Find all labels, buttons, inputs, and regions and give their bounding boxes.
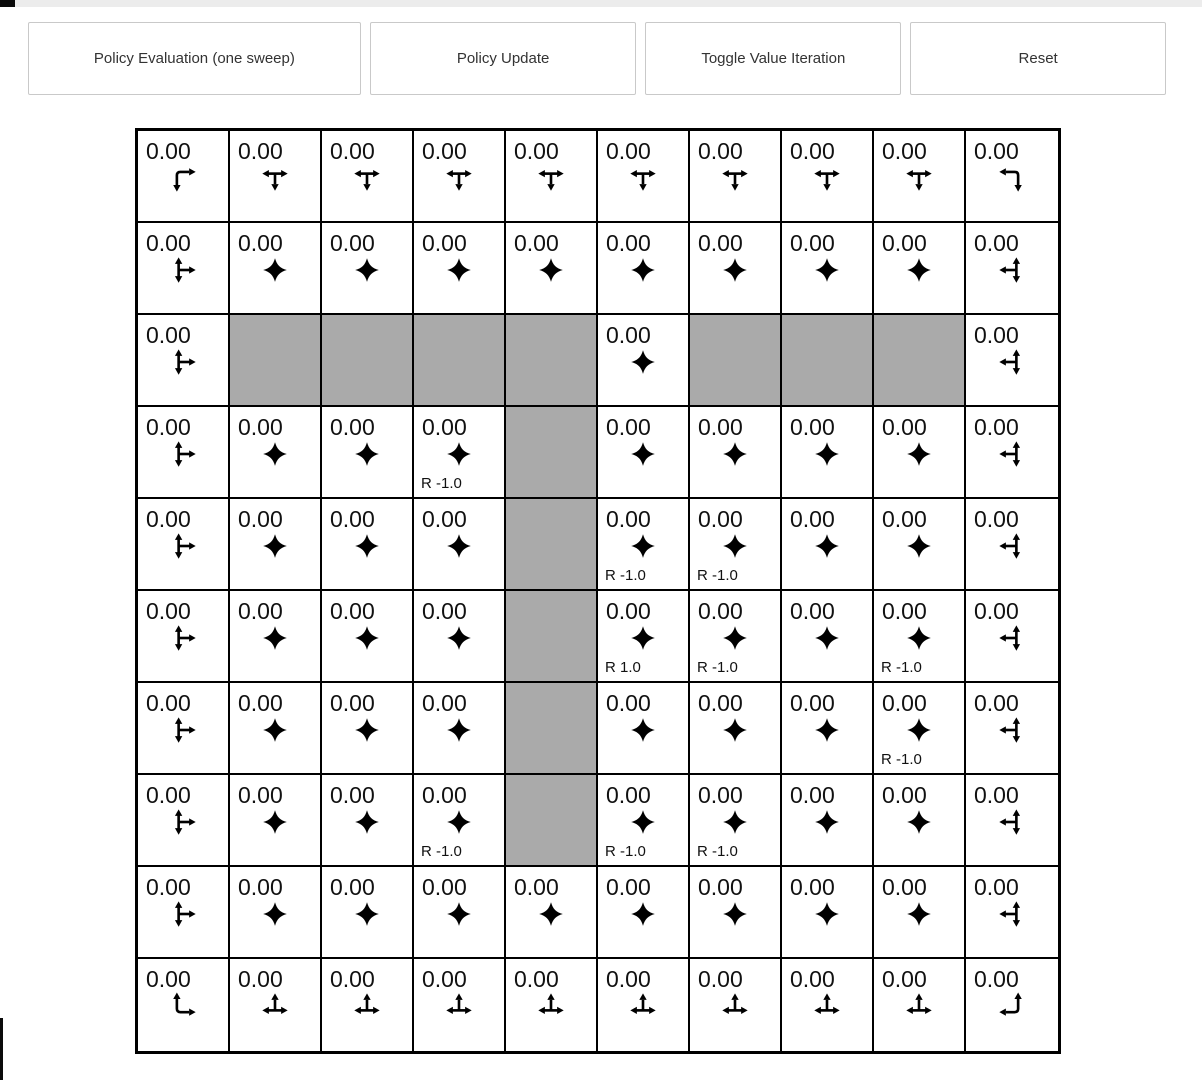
arrow-up-down-left-icon <box>998 808 1026 836</box>
grid-cell[interactable] <box>506 959 598 1051</box>
arrow-up-down-left-icon <box>998 256 1026 284</box>
arrow-left-right-down-icon <box>353 164 381 192</box>
screen-top-edge-decoration <box>0 0 1202 7</box>
arrow-all-directions-icon <box>445 256 473 284</box>
arrow-all-directions-icon <box>905 440 933 468</box>
grid-cell[interactable] <box>506 867 598 959</box>
grid-cell[interactable] <box>874 407 966 499</box>
grid-cell[interactable] <box>506 223 598 315</box>
arrow-left-right-down-icon <box>445 164 473 192</box>
grid-cell[interactable] <box>414 407 506 499</box>
arrow-left-right-down-icon <box>813 164 841 192</box>
grid-cell[interactable] <box>598 223 690 315</box>
arrow-up-down-left-icon <box>998 440 1026 468</box>
state-value: 0.00 <box>790 138 835 164</box>
arrow-right-down-icon <box>169 164 197 192</box>
state-value: 0.00 <box>238 874 283 900</box>
arrow-left-right-down-icon <box>721 164 749 192</box>
grid-cell[interactable] <box>966 223 1058 315</box>
state-value: 0.00 <box>974 414 1019 440</box>
state-value: 0.00 <box>698 874 743 900</box>
arrow-up-down-left-icon <box>998 624 1026 652</box>
state-value: 0.00 <box>698 690 743 716</box>
arrow-left-right-up-icon <box>261 992 289 1020</box>
state-value: 0.00 <box>882 598 927 624</box>
state-value: 0.00 <box>698 230 743 256</box>
arrow-all-directions-icon <box>721 716 749 744</box>
arrow-all-directions-icon <box>537 256 565 284</box>
state-value: 0.00 <box>330 690 375 716</box>
arrow-all-directions-icon <box>629 532 657 560</box>
arrow-all-directions-icon <box>261 808 289 836</box>
state-value: 0.00 <box>606 506 651 532</box>
grid-cell[interactable] <box>322 131 414 223</box>
wall-cell <box>506 315 598 407</box>
arrow-all-directions-icon <box>813 624 841 652</box>
grid-cell[interactable] <box>598 131 690 223</box>
arrow-all-directions-icon <box>813 716 841 744</box>
state-value: 0.00 <box>698 138 743 164</box>
state-value: 0.00 <box>330 598 375 624</box>
state-value: 0.00 <box>606 690 651 716</box>
reward-label: R -1.0 <box>697 659 738 676</box>
grid-cell[interactable] <box>322 223 414 315</box>
state-value: 0.00 <box>422 782 467 808</box>
grid-cell[interactable] <box>690 775 782 867</box>
state-value: 0.00 <box>606 782 651 808</box>
state-value: 0.00 <box>790 506 835 532</box>
reward-label: R -1.0 <box>697 567 738 584</box>
grid-cell[interactable] <box>138 775 230 867</box>
state-value: 0.00 <box>974 598 1019 624</box>
state-value: 0.00 <box>974 874 1019 900</box>
arrow-all-directions-icon <box>813 808 841 836</box>
grid-cell[interactable] <box>138 407 230 499</box>
grid-cell[interactable] <box>414 867 506 959</box>
state-value: 0.00 <box>238 230 283 256</box>
state-value: 0.00 <box>974 782 1019 808</box>
toolbar <box>28 22 1166 95</box>
arrow-up-down-left-icon <box>998 716 1026 744</box>
arrow-all-directions-icon <box>353 532 381 560</box>
state-value: 0.00 <box>606 322 651 348</box>
grid-cell[interactable] <box>966 775 1058 867</box>
grid-cell[interactable] <box>230 131 322 223</box>
grid-cell[interactable] <box>138 867 230 959</box>
state-value: 0.00 <box>422 138 467 164</box>
grid-cell[interactable] <box>874 223 966 315</box>
state-value: 0.00 <box>974 230 1019 256</box>
arrow-all-directions-icon <box>537 900 565 928</box>
arrow-left-right-down-icon <box>261 164 289 192</box>
grid-cell[interactable] <box>782 591 874 683</box>
state-value: 0.00 <box>514 138 559 164</box>
grid-cell[interactable] <box>782 407 874 499</box>
state-value: 0.00 <box>422 230 467 256</box>
state-value: 0.00 <box>422 506 467 532</box>
wall-cell <box>322 315 414 407</box>
grid-cell[interactable] <box>690 131 782 223</box>
arrow-all-directions-icon <box>721 624 749 652</box>
grid-cell[interactable] <box>414 959 506 1051</box>
state-value: 0.00 <box>422 874 467 900</box>
state-value: 0.00 <box>330 782 375 808</box>
policy-update-button[interactable]: Policy Update <box>370 22 637 95</box>
reward-label: R -1.0 <box>697 843 738 860</box>
arrow-all-directions-icon <box>353 716 381 744</box>
grid-cell[interactable] <box>782 867 874 959</box>
state-value: 0.00 <box>422 690 467 716</box>
state-value: 0.00 <box>238 506 283 532</box>
grid-cell[interactable] <box>690 591 782 683</box>
screen-left-edge-decoration <box>0 1018 3 1080</box>
arrow-all-directions-icon <box>905 900 933 928</box>
grid-cell[interactable] <box>138 131 230 223</box>
arrow-all-directions-icon <box>905 624 933 652</box>
policy-evaluation-button[interactable]: Policy Evaluation (one sweep) <box>28 22 361 95</box>
state-value: 0.00 <box>330 506 375 532</box>
state-value: 0.00 <box>606 230 651 256</box>
arrow-up-down-right-icon <box>169 716 197 744</box>
arrow-all-directions-icon <box>629 624 657 652</box>
toggle-value-iteration-button[interactable]: Toggle Value Iteration <box>645 22 901 95</box>
state-value: 0.00 <box>698 966 743 992</box>
arrow-all-directions-icon <box>813 900 841 928</box>
grid-cell[interactable] <box>966 499 1058 591</box>
grid-cell[interactable] <box>874 959 966 1051</box>
wall-cell <box>230 315 322 407</box>
state-value: 0.00 <box>330 230 375 256</box>
grid-cell[interactable] <box>138 315 230 407</box>
gridworld <box>135 128 1061 1054</box>
reward-label: R -1.0 <box>605 843 646 860</box>
arrow-all-directions-icon <box>261 900 289 928</box>
wall-cell <box>506 683 598 775</box>
grid-cell[interactable] <box>966 131 1058 223</box>
grid-cell[interactable] <box>782 775 874 867</box>
state-value: 0.00 <box>974 506 1019 532</box>
arrow-all-directions-icon <box>353 808 381 836</box>
arrow-up-down-right-icon <box>169 808 197 836</box>
grid-cell[interactable] <box>414 223 506 315</box>
state-value: 0.00 <box>330 138 375 164</box>
reward-label: R 1.0 <box>605 659 641 676</box>
state-value: 0.00 <box>146 782 191 808</box>
state-value: 0.00 <box>606 874 651 900</box>
grid-cell[interactable] <box>138 683 230 775</box>
grid-cell[interactable] <box>322 683 414 775</box>
arrow-left-down-icon <box>998 164 1026 192</box>
reward-label: R -1.0 <box>881 751 922 768</box>
grid-cell[interactable] <box>690 407 782 499</box>
grid-cell[interactable] <box>874 867 966 959</box>
arrow-all-directions-icon <box>905 532 933 560</box>
state-value: 0.00 <box>882 506 927 532</box>
wall-cell <box>506 407 598 499</box>
grid-cell[interactable] <box>782 223 874 315</box>
arrow-all-directions-icon <box>813 532 841 560</box>
grid-cell[interactable] <box>690 683 782 775</box>
grid-cell[interactable] <box>598 591 690 683</box>
grid-cell[interactable] <box>414 683 506 775</box>
arrow-all-directions-icon <box>721 256 749 284</box>
screen-corner-decoration <box>0 0 15 7</box>
arrow-up-down-left-icon <box>998 900 1026 928</box>
state-value: 0.00 <box>790 414 835 440</box>
arrow-all-directions-icon <box>629 716 657 744</box>
state-value: 0.00 <box>146 874 191 900</box>
state-value: 0.00 <box>882 966 927 992</box>
grid-cell[interactable] <box>782 131 874 223</box>
grid-cell[interactable] <box>782 959 874 1051</box>
state-value: 0.00 <box>422 598 467 624</box>
arrow-all-directions-icon <box>445 532 473 560</box>
state-value: 0.00 <box>698 506 743 532</box>
arrow-all-directions-icon <box>629 900 657 928</box>
state-value: 0.00 <box>146 322 191 348</box>
state-value: 0.00 <box>790 690 835 716</box>
reward-label: R -1.0 <box>421 475 462 492</box>
grid-cell[interactable] <box>690 223 782 315</box>
grid-cell[interactable] <box>966 407 1058 499</box>
arrow-all-directions-icon <box>261 716 289 744</box>
state-value: 0.00 <box>790 230 835 256</box>
arrow-all-directions-icon <box>721 532 749 560</box>
grid-cell[interactable] <box>598 683 690 775</box>
state-value: 0.00 <box>330 874 375 900</box>
arrow-left-right-up-icon <box>905 992 933 1020</box>
grid-cell[interactable] <box>414 131 506 223</box>
grid-cell[interactable] <box>874 499 966 591</box>
grid-cell[interactable] <box>414 499 506 591</box>
arrow-all-directions-icon <box>445 808 473 836</box>
arrow-up-down-right-icon <box>169 440 197 468</box>
grid-cell[interactable] <box>138 959 230 1051</box>
grid-cell[interactable] <box>414 775 506 867</box>
grid-cell[interactable] <box>598 499 690 591</box>
arrow-up-right-icon <box>169 992 197 1020</box>
grid-cell[interactable] <box>230 407 322 499</box>
state-value: 0.00 <box>698 414 743 440</box>
arrow-all-directions-icon <box>353 256 381 284</box>
state-value: 0.00 <box>606 966 651 992</box>
arrow-up-down-left-icon <box>998 348 1026 376</box>
wall-cell <box>414 315 506 407</box>
grid-cell[interactable] <box>966 591 1058 683</box>
state-value: 0.00 <box>146 138 191 164</box>
state-value: 0.00 <box>606 598 651 624</box>
grid-cell[interactable] <box>230 591 322 683</box>
state-value: 0.00 <box>514 874 559 900</box>
grid-cell[interactable] <box>506 131 598 223</box>
state-value: 0.00 <box>882 782 927 808</box>
arrow-up-down-right-icon <box>169 256 197 284</box>
grid-cell[interactable] <box>782 683 874 775</box>
reset-button[interactable]: Reset <box>910 22 1166 95</box>
arrow-all-directions-icon <box>813 256 841 284</box>
wall-cell <box>506 499 598 591</box>
grid-cell[interactable] <box>690 499 782 591</box>
state-value: 0.00 <box>606 414 651 440</box>
state-value: 0.00 <box>882 874 927 900</box>
grid-cell[interactable] <box>322 867 414 959</box>
state-value: 0.00 <box>974 322 1019 348</box>
state-value: 0.00 <box>974 690 1019 716</box>
arrow-all-directions-icon <box>629 808 657 836</box>
arrow-all-directions-icon <box>445 716 473 744</box>
grid-cell[interactable] <box>414 591 506 683</box>
arrow-up-left-icon <box>998 992 1026 1020</box>
arrow-left-right-up-icon <box>721 992 749 1020</box>
state-value: 0.00 <box>238 138 283 164</box>
state-value: 0.00 <box>882 230 927 256</box>
grid-cell[interactable] <box>966 315 1058 407</box>
state-value: 0.00 <box>514 230 559 256</box>
wall-cell <box>782 315 874 407</box>
arrow-all-directions-icon <box>261 440 289 468</box>
state-value: 0.00 <box>146 230 191 256</box>
grid-cell[interactable] <box>874 131 966 223</box>
arrow-all-directions-icon <box>905 256 933 284</box>
state-value: 0.00 <box>790 966 835 992</box>
state-value: 0.00 <box>698 782 743 808</box>
wall-cell <box>874 315 966 407</box>
grid-cell[interactable] <box>598 959 690 1051</box>
state-value: 0.00 <box>882 414 927 440</box>
state-value: 0.00 <box>330 414 375 440</box>
state-value: 0.00 <box>698 598 743 624</box>
arrow-all-directions-icon <box>445 900 473 928</box>
grid-cell[interactable] <box>782 499 874 591</box>
wall-cell <box>506 591 598 683</box>
arrow-left-right-up-icon <box>813 992 841 1020</box>
arrow-left-right-up-icon <box>537 992 565 1020</box>
grid-cell[interactable] <box>966 959 1058 1051</box>
arrow-all-directions-icon <box>629 348 657 376</box>
arrow-up-down-right-icon <box>169 624 197 652</box>
state-value: 0.00 <box>238 414 283 440</box>
wall-cell <box>506 775 598 867</box>
grid-cell[interactable] <box>230 683 322 775</box>
grid-cell[interactable] <box>690 959 782 1051</box>
arrow-up-down-right-icon <box>169 532 197 560</box>
arrow-all-directions-icon <box>721 440 749 468</box>
state-value: 0.00 <box>238 690 283 716</box>
arrow-left-right-down-icon <box>905 164 933 192</box>
arrow-left-right-down-icon <box>537 164 565 192</box>
grid-cell[interactable] <box>230 223 322 315</box>
state-value: 0.00 <box>882 690 927 716</box>
grid-cell[interactable] <box>138 591 230 683</box>
state-value: 0.00 <box>146 506 191 532</box>
grid-cell[interactable] <box>322 499 414 591</box>
state-value: 0.00 <box>974 138 1019 164</box>
arrow-left-right-up-icon <box>629 992 657 1020</box>
grid-cell[interactable] <box>138 499 230 591</box>
arrow-up-down-right-icon <box>169 348 197 376</box>
state-value: 0.00 <box>238 966 283 992</box>
state-value: 0.00 <box>146 414 191 440</box>
state-value: 0.00 <box>974 966 1019 992</box>
grid-cell[interactable] <box>322 407 414 499</box>
wall-cell <box>690 315 782 407</box>
state-value: 0.00 <box>422 966 467 992</box>
grid-cell[interactable] <box>138 223 230 315</box>
arrow-all-directions-icon <box>905 716 933 744</box>
grid-cell[interactable] <box>322 775 414 867</box>
grid-cell[interactable] <box>966 867 1058 959</box>
state-value: 0.00 <box>238 598 283 624</box>
arrow-all-directions-icon <box>353 440 381 468</box>
arrow-all-directions-icon <box>445 440 473 468</box>
grid-cell[interactable] <box>690 867 782 959</box>
state-value: 0.00 <box>790 874 835 900</box>
grid-cell[interactable] <box>230 775 322 867</box>
state-value: 0.00 <box>146 598 191 624</box>
grid-cell[interactable] <box>322 959 414 1051</box>
grid-cell[interactable] <box>230 867 322 959</box>
state-value: 0.00 <box>790 782 835 808</box>
grid-cell[interactable] <box>598 407 690 499</box>
state-value: 0.00 <box>882 138 927 164</box>
reward-label: R -1.0 <box>421 843 462 860</box>
arrow-all-directions-icon <box>261 256 289 284</box>
state-value: 0.00 <box>790 598 835 624</box>
arrow-all-directions-icon <box>353 624 381 652</box>
arrow-all-directions-icon <box>905 808 933 836</box>
state-value: 0.00 <box>146 966 191 992</box>
state-value: 0.00 <box>422 414 467 440</box>
arrow-up-down-left-icon <box>998 532 1026 560</box>
state-value: 0.00 <box>606 138 651 164</box>
grid-cell[interactable] <box>874 683 966 775</box>
arrow-all-directions-icon <box>813 440 841 468</box>
arrow-up-down-right-icon <box>169 900 197 928</box>
arrow-all-directions-icon <box>721 808 749 836</box>
arrow-all-directions-icon <box>721 900 749 928</box>
arrow-left-right-up-icon <box>445 992 473 1020</box>
grid-cell[interactable] <box>598 775 690 867</box>
grid-cell[interactable] <box>966 683 1058 775</box>
arrow-left-right-down-icon <box>629 164 657 192</box>
state-value: 0.00 <box>238 782 283 808</box>
arrow-all-directions-icon <box>629 256 657 284</box>
state-value: 0.00 <box>330 966 375 992</box>
grid-cell[interactable] <box>598 315 690 407</box>
arrow-left-right-up-icon <box>353 992 381 1020</box>
arrow-all-directions-icon <box>261 624 289 652</box>
arrow-all-directions-icon <box>629 440 657 468</box>
arrow-all-directions-icon <box>261 532 289 560</box>
reward-label: R -1.0 <box>881 659 922 676</box>
arrow-all-directions-icon <box>445 624 473 652</box>
grid-cell[interactable] <box>230 499 322 591</box>
state-value: 0.00 <box>146 690 191 716</box>
state-value: 0.00 <box>514 966 559 992</box>
reward-label: R -1.0 <box>605 567 646 584</box>
arrow-all-directions-icon <box>353 900 381 928</box>
grid-cell[interactable] <box>322 591 414 683</box>
grid-cell[interactable] <box>230 959 322 1051</box>
grid-cell[interactable] <box>598 867 690 959</box>
grid-cell[interactable] <box>874 591 966 683</box>
grid-cell[interactable] <box>874 775 966 867</box>
